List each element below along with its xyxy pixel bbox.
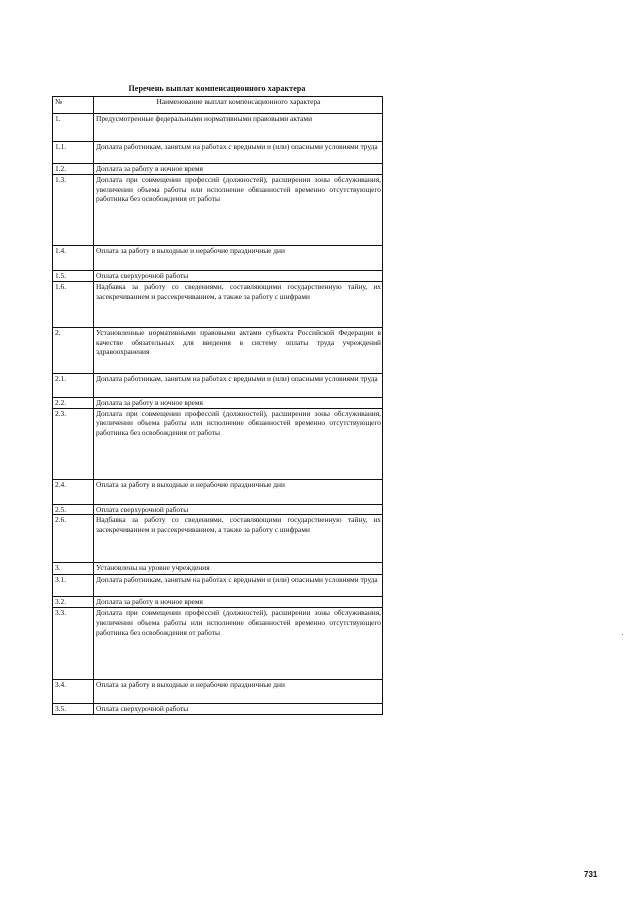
table-row (53, 397, 383, 408)
row-name: Надбавка за работу со сведениями, составляющими государственную тайну, их засекречиванием и рассекречиванием, а также за работу с шифрами (94, 515, 383, 563)
row-name: Установленные нормативными правовыми актами субъекта Российской Федерации в качестве обязательных для введения в систему оплаты труда учреждений здравоохранения (94, 327, 383, 373)
row-num: 3. (53, 563, 94, 575)
row-num: 3.2. (53, 597, 94, 608)
row-num: 3.4. (53, 680, 94, 704)
row-num: 2.2. (53, 397, 94, 408)
row-name: Оплата сверхурочной работы (94, 270, 383, 281)
header-name: Наименование выплат компенсационного характера (94, 97, 383, 114)
table-row (53, 504, 383, 515)
row-num: 1.5. (53, 270, 94, 281)
row-num: 2.6. (53, 515, 94, 563)
row-num: 1.3. (53, 174, 94, 245)
table-row (53, 281, 383, 327)
table-row (53, 373, 383, 397)
table-row (53, 563, 383, 575)
table-row (53, 114, 383, 142)
row-name: Оплата сверхурочной работы (94, 704, 383, 715)
table-row (53, 515, 383, 563)
row-name: Доплата работникам, занятым на работах с вредными и (или) опасными условиями труда (94, 575, 383, 597)
row-num: 1.1. (53, 142, 94, 164)
row-name: Оплата сверхурочной работы (94, 504, 383, 515)
table-row (53, 245, 383, 270)
scan-speck (622, 634, 623, 635)
header-num: № (53, 97, 94, 114)
row-num: 1.4. (53, 245, 94, 270)
row-name: Доплата за работу в ночное время (94, 597, 383, 608)
row-name: Предусмотренные федеральными нормативными правовыми актами (94, 114, 383, 142)
row-name: Оплата за работу в выходные и нерабочие праздничные дни (94, 680, 383, 704)
table-header-row (53, 97, 383, 114)
table-row (53, 680, 383, 704)
table-row (53, 164, 383, 175)
row-num: 2. (53, 327, 94, 373)
row-name: Доплата при совмещении профессий (должностей), расширении зоны обслуживания, увеличении объема работы или исполнение обязанностей временно отсутствующего работника без освобождения от работы (94, 608, 383, 680)
row-name: Оплата за работу в выходные и нерабочие праздничные дни (94, 479, 383, 504)
row-name: Доплата за работу в ночное время (94, 164, 383, 175)
row-num: 3.1. (53, 575, 94, 597)
compensation-table (52, 96, 383, 715)
row-name: Доплата работникам, занятым на работах с вредными и (или) опасными условиями труда (94, 142, 383, 164)
row-num: 1. (53, 114, 94, 142)
row-num: 1.6. (53, 281, 94, 327)
page-title: Перечень выплат компенсационного характера (128, 84, 306, 93)
page-number: 731 (584, 870, 598, 879)
table-row (53, 142, 383, 164)
table-row (53, 704, 383, 715)
row-num: 3.3. (53, 608, 94, 680)
row-name: Доплата при совмещении профессий (должностей), расширении зоны обслуживания, увеличении объема работы или исполнение обязанностей временно отсутствующего работника без освобождения от работы (94, 174, 383, 245)
row-name: Доплата работникам, занятым на работах с вредными и (или) опасными условиями труда (94, 373, 383, 397)
row-name: Установлены на уровне учреждения (94, 563, 383, 575)
table-row (53, 608, 383, 680)
row-name: Доплата за работу в ночное время (94, 397, 383, 408)
row-num: 2.3. (53, 408, 94, 479)
table-row (53, 479, 383, 504)
table-row (53, 270, 383, 281)
table-row (53, 597, 383, 608)
row-num: 2.5. (53, 504, 94, 515)
table-row (53, 575, 383, 597)
table-row (53, 327, 383, 373)
row-name: Надбавка за работу со сведениями, составляющими государственную тайну, их засекречиванием и рассекречиванием, а также за работу с шифрами (94, 281, 383, 327)
row-name: Оплата за работу в выходные и нерабочие праздничные дни (94, 245, 383, 270)
row-num: 1.2. (53, 164, 94, 175)
row-num: 2.1. (53, 373, 94, 397)
table-row (53, 174, 383, 245)
row-num: 2.4. (53, 479, 94, 504)
row-num: 3.5. (53, 704, 94, 715)
table-row (53, 408, 383, 479)
row-name: Доплата при совмещении профессий (должностей), расширении зоны обслуживания, увеличении объема работы или исполнение обязанностей временно отсутствующего работника без освобождения от работы (94, 408, 383, 479)
